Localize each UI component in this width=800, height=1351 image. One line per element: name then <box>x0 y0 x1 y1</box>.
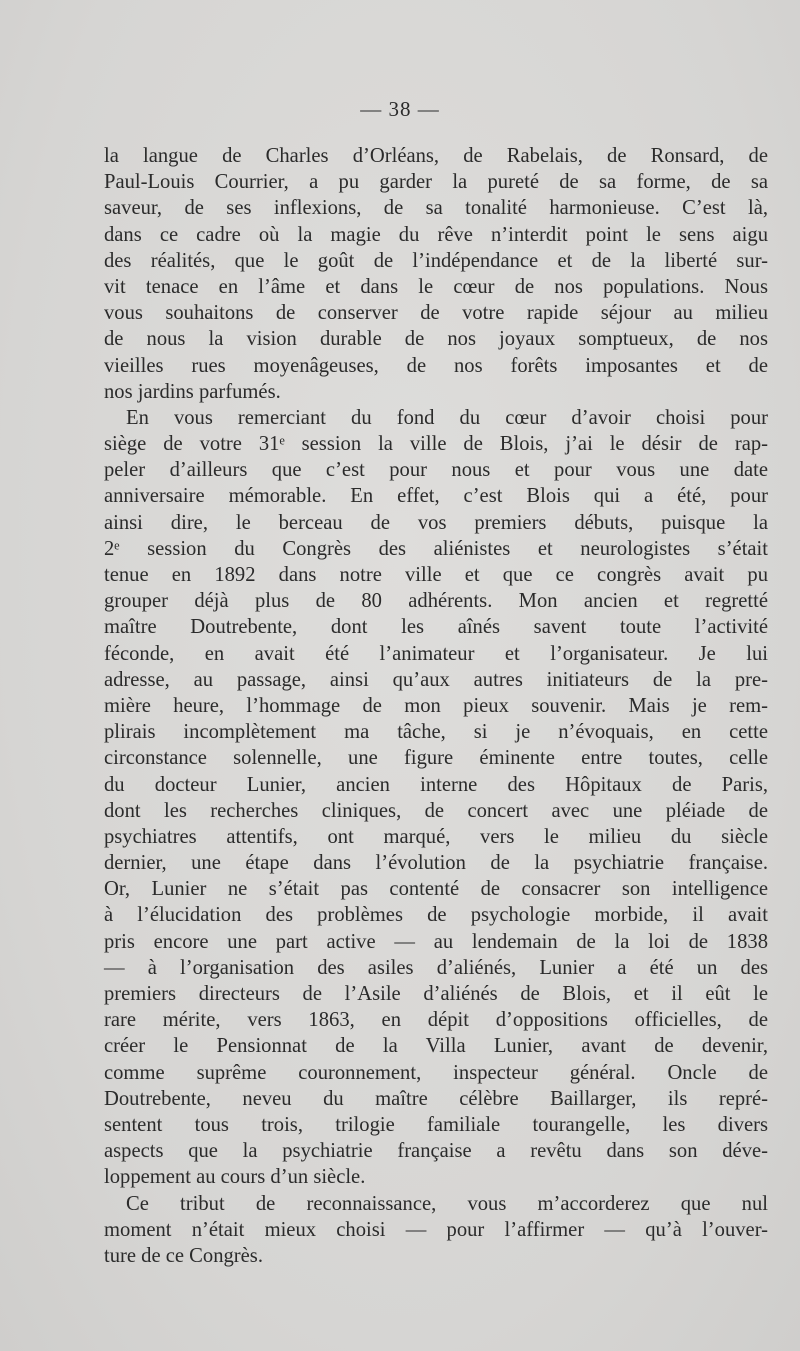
text-line: sentent tous trois, trilogie familiale tourangelle, les divers <box>104 1113 768 1136</box>
text-line: rare mérite, vers 1863, en dépit d’oppositions officielles, de <box>104 1009 768 1032</box>
text-line: peler d’ailleurs que c’est pour nous et pour vous une date <box>104 459 768 482</box>
text-line: saveur, de ses inflexions, de sa tonalité harmonieuse. C’est là, <box>104 197 768 220</box>
text-line: grouper déjà plus de 80 adhérents. Mon ancien et regretté <box>104 590 768 613</box>
text-line: ainsi dire, le berceau de vos premiers débuts, puisque la <box>104 511 768 534</box>
text-line: dans ce cadre où la magie du rêve n’interdit point le sens aigu <box>104 223 768 246</box>
text-line: Paul-Louis Courrier, a pu garder la pureté de sa forme, de sa <box>104 171 768 194</box>
text-line: mière heure, l’hommage de mon pieux souvenir. Mais je rem- <box>104 694 768 717</box>
text-line: Ce tribut de reconnaissance, vous m’accorderez que nul <box>126 1192 768 1215</box>
text-line: pris encore une part active — au lendemain de la loi de 1838 <box>104 930 768 953</box>
text-line: comme suprême couronnement, inspecteur général. Oncle de <box>104 1061 768 1084</box>
paragraph-3 <box>104 1191 768 1270</box>
text-line: Or, Lunier ne s’était pas contenté de consacrer son intelligence <box>104 878 768 901</box>
text-line: loppement au cours d’un siècle. <box>104 1166 366 1189</box>
text-line: vit tenace en l’âme et dans le cœur de nos populations. Nous <box>104 275 768 298</box>
text-line: créer le Pensionnat de la Villa Lunier, avant de devenir, <box>104 1035 768 1058</box>
text-line: — à l’organisation des asiles d’aliénés, Lunier a été un des <box>104 956 768 979</box>
text-line: des réalités, que le goût de l’indépendance et de la liberté sur- <box>104 249 768 272</box>
text-line: premiers directeurs de l’Asile d’aliénés de Blois, et il eût le <box>104 983 768 1005</box>
text-line: siège de votre 31ᵉ session la ville de Blois, j’ai le désir de rap- <box>104 433 768 456</box>
text-line: maître Doutrebente, dont les aînés savent toute l’activité <box>104 616 768 639</box>
text-line: psychiatres attentifs, ont marqué, vers le milieu du siècle <box>104 825 768 848</box>
text-line: la langue de Charles d’Orléans, de Rabelais, de Ronsard, de <box>104 145 768 167</box>
text-line: de nous la vision durable de nos joyaux somptueux, de nos <box>104 328 768 351</box>
text-line: aspects que la psychiatrie française a revêtu dans son déve- <box>104 1140 768 1163</box>
text-line: vous souhaitons de conserver de votre rapide séjour au milieu <box>104 302 768 325</box>
text-line: adresse, au passage, ainsi qu’aux autres initiateurs de la pre- <box>104 668 768 691</box>
text-line: vieilles rues moyenâgeuses, de nos forêts imposantes et de <box>104 354 768 377</box>
text-line: du docteur Lunier, ancien interne des Hôpitaux de Paris, <box>104 773 768 796</box>
text-line: moment n’était mieux choisi — pour l’affirmer — qu’à l’ouver- <box>104 1218 768 1241</box>
body-text <box>104 143 768 1269</box>
text-line: En vous remerciant du fond du cœur d’avoir choisi pour <box>126 406 768 429</box>
text-line: nos jardins parfumés. <box>104 380 281 403</box>
text-line: anniversaire mémorable. En effet, c’est Blois qui a été, pour <box>104 485 768 508</box>
text-line: à l’élucidation des problèmes de psychologie morbide, il avait <box>104 904 768 927</box>
text-line: tenue en 1892 dans notre ville et que ce congrès avait pu <box>104 564 768 586</box>
paragraph-2 <box>104 405 768 1191</box>
text-line: ture de ce Congrès. <box>104 1244 263 1267</box>
text-line: circonstance solennelle, une figure éminente entre toutes, celle <box>104 747 768 770</box>
page-number: — 38 — <box>360 97 440 121</box>
text-line: féconde, en avait été l’animateur et l’organisateur. Je lui <box>104 642 768 665</box>
text-line: plirais incomplètement ma tâche, si je n’évoquais, en cette <box>104 721 768 744</box>
text-line: 2ᵉ session du Congrès des aliénistes et neurologistes s’était <box>104 537 768 560</box>
text-line: Doutrebente, neveu du maître célèbre Baillarger, ils repré- <box>104 1087 768 1110</box>
paragraph-1 <box>104 143 768 405</box>
text-line: dont les recherches cliniques, de concert avec une pléiade de <box>104 799 768 822</box>
text-line: dernier, une étape dans l’évolution de la psychiatrie française. <box>104 852 768 875</box>
